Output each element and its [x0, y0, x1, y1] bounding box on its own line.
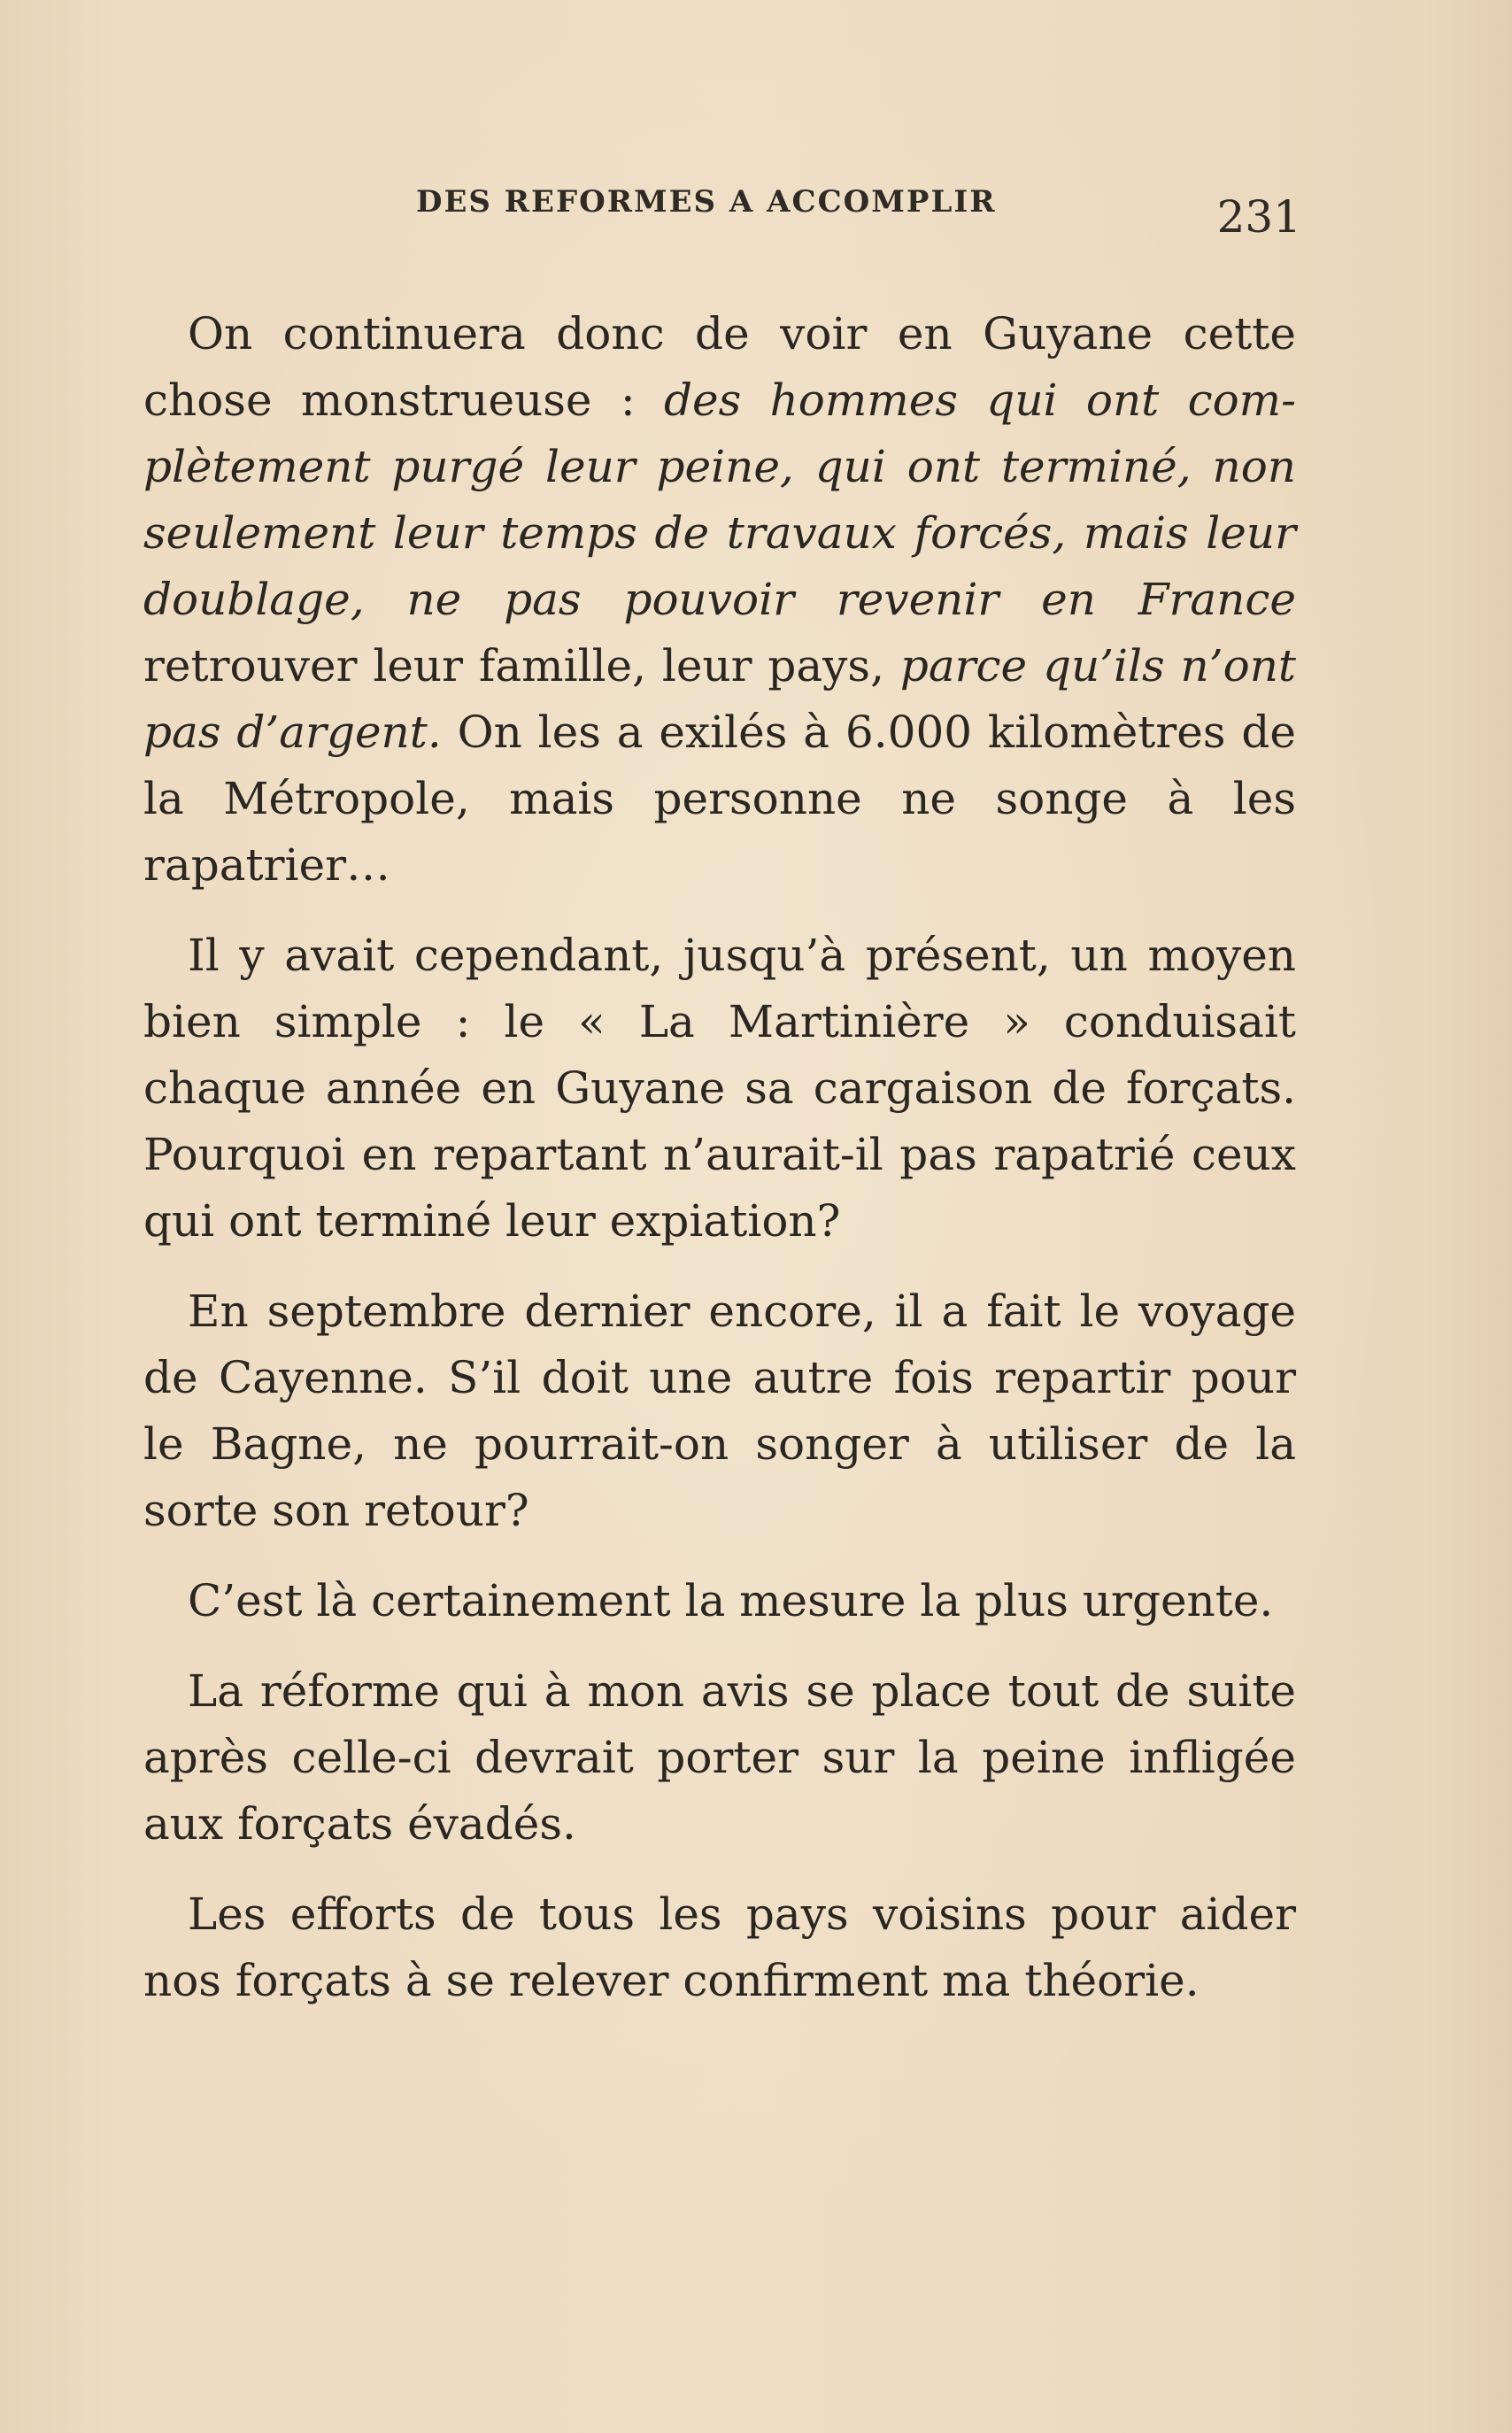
- paragraph-6: [143, 1881, 1296, 2014]
- text-segment: La réforme qui à mon avis se place tout de suite après celle-ci devrait porter sur la peine infligée aux forçats évadés.: [143, 1665, 1296, 1850]
- paragraph-1: [143, 301, 1296, 899]
- page-number: 231: [1216, 191, 1301, 243]
- paragraph-3: [143, 1278, 1296, 1544]
- text-segment: On continuera donc de voir en Guyane cette chose monstrueuse :: [143, 308, 1296, 426]
- text-segment: retrouver leur famille, leur pays,: [143, 640, 900, 691]
- italic-segment: des hommes qui ont complètement purgé leur peine, qui ont terminé, non seulement leur temps de travaux forcés, mais leur doublage, ne pas pouvoir revenir en France: [143, 375, 1296, 625]
- page-header: [416, 184, 1301, 243]
- running-title: DES REFORMES A ACCOMPLIR: [416, 184, 997, 220]
- body-text: [143, 301, 1296, 2014]
- paragraph-4: [143, 1568, 1296, 1634]
- italic-segment: parce qu’ils n’ont pas d’argent.: [143, 640, 1297, 758]
- text-segment: Les efforts de tous les pays voisins pour aider nos forçats à se relever confirment ma théorie.: [143, 1888, 1296, 2006]
- text-segment: En septembre dernier encore, il a fait le voyage de Cayenne. S’il doit une autre fois repartir pour le Bagne, ne pourrait-on songer à utiliser de la sorte son retour?: [143, 1286, 1296, 1536]
- paragraph-2: [143, 923, 1296, 1255]
- text-segment: On les a exilés à 6.000 kilomètres de la Métropole, mais personne ne songe à les rapatrier…: [143, 707, 1296, 891]
- text-segment: C’est là certainement la mesure la plus urgente.: [188, 1575, 1274, 1626]
- paragraph-5: [143, 1658, 1296, 1858]
- text-segment: Il y avait cependant, jusqu’à présent, un moyen bien simple : le « La Martinière » conduisait chaque année en Guyane sa cargaison de forçats. Pourquoi en repartant n’aurait-il pas rapatrié ceux qui ont terminé leur expiation?: [143, 930, 1296, 1247]
